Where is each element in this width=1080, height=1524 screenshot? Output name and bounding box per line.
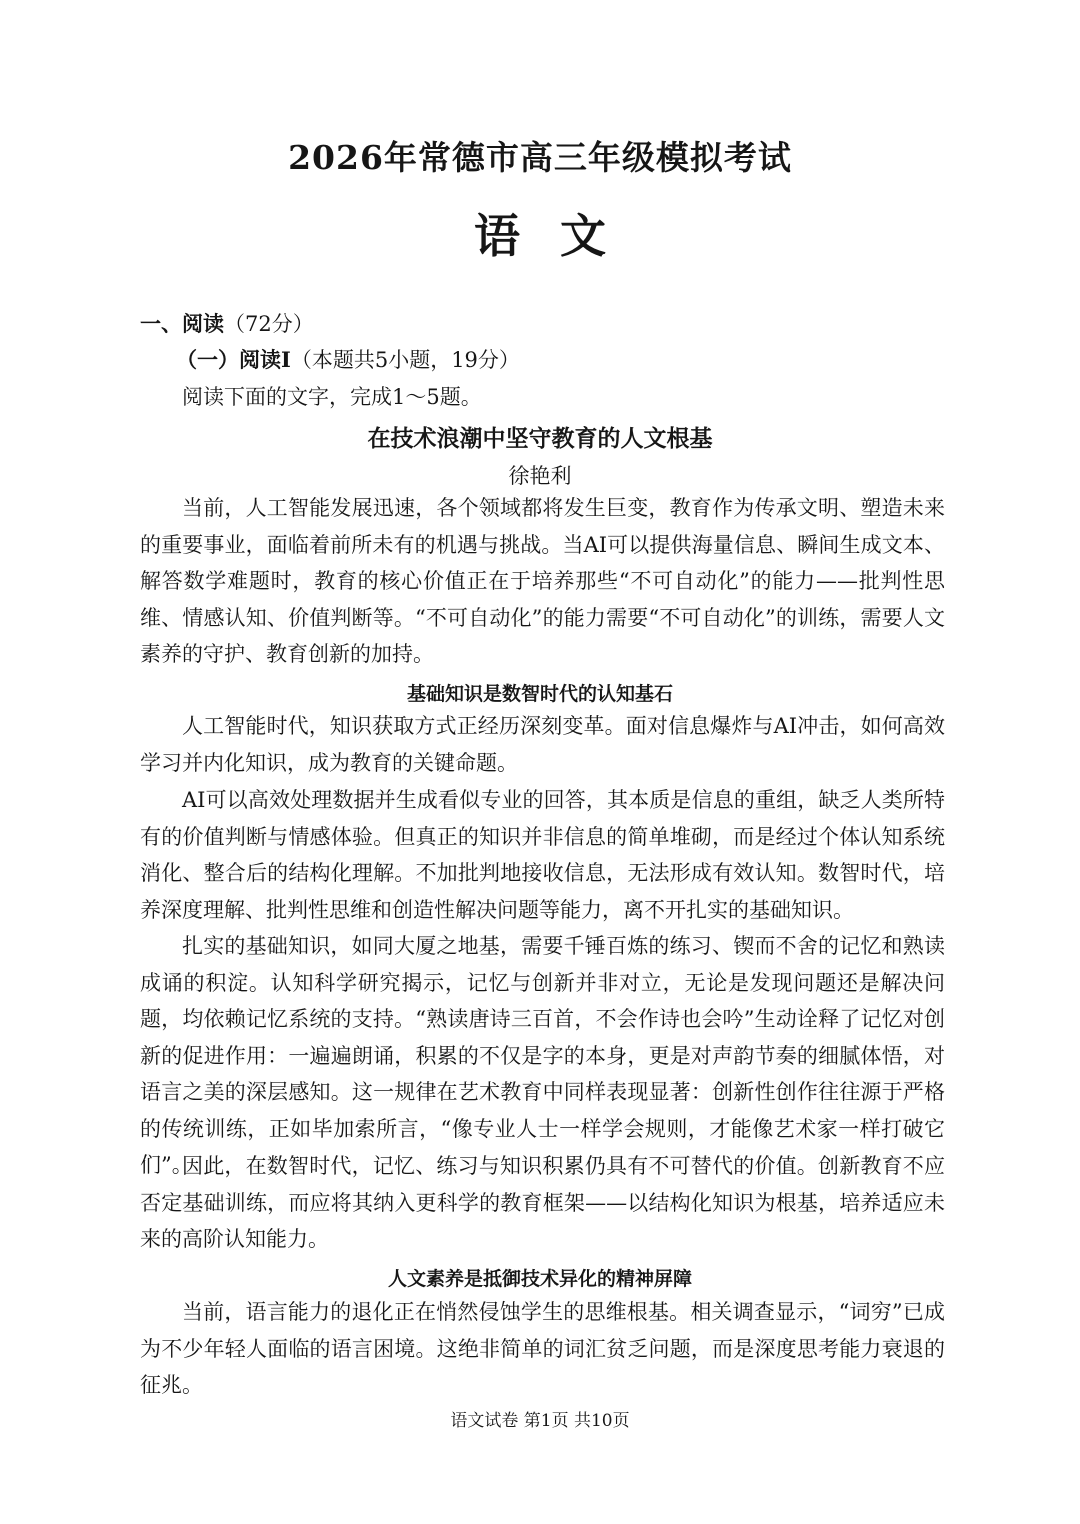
section-heading bbox=[140, 308, 314, 338]
paragraph-5: 当前，语言能力的退化正在悄然侵蚀学生的思维根基。相关调查显示，“词穷”已成为不少年轻人面临的语言困境。这绝非简单的词汇贫乏问题，而是深度思考能力衰退的征兆。 bbox=[140, 1300, 945, 1397]
article-intro-paragraph: 当前，人工智能发展迅速，各个领域都将发生巨变，教育作为传承文明、塑造未来的重要事业，面临着前所未有的机遇与挑战。当AI可以提供海量信息、瞬间生成文本、解答数学难题时，教育的核心价值正在于培养那些“不可自动化”的能力——批判性思维、情感认知、价值判断等。“不可自动化”的能力需要“不可自动化”的训练，需要人文素养的守护、教育创新的加持。 bbox=[140, 496, 945, 666]
section-heading-label: 一、阅读 bbox=[140, 311, 224, 336]
subject-title: 语文 bbox=[474, 209, 646, 263]
paragraph-2: AI可以高效处理数据并生成看似专业的回答，其本质是信息的重组，缺乏人类所特有的价值判断与情感体验。但真正的知识并非信息的简单堆砌，而是经过个体认知系统消化、整合后的结构化理解。不加批判地接收信息，无法形成有效认知。数智时代，培养深度理解、批判性思维和创造性解决问题等能力，离不开扎实的基础知识。 bbox=[140, 788, 945, 922]
paragraph-3: 扎实的基础知识，如同大厦之地基，需要千锤百炼的练习、锲而不舍的记忆和熟读成诵的积淀。认知科学研究揭示，记忆与创新并非对立，无论是发现问题还是解决问题，均依赖记忆系统的支持。“熟读唐诗三百首，不会作诗也会吟”生动诠释了记忆对创新的促进作用：一遍遍朗诵，积累的不仅是字的本身，更是对声韵节奏的细腻体悟，对语言之美的深层感知。这一规律在艺术教育中同样表现显著：创新性创作往往源于严格的传统训练，正如毕加索所言，“像专业人士一样学会规则，才能像艺术家一样打破它们”。 bbox=[140, 934, 945, 1177]
page-footer: 语文试卷 第1页 共10页 bbox=[450, 1411, 630, 1431]
part-label: （一）阅读Ⅰ bbox=[176, 347, 291, 372]
paragraph-4: 因此，在数智时代，记忆、练习与知识积累仍具有不可替代的价值。创新教育不应否定基础训练，而应将其纳入更科学的教育框架——以结构化知识为根基，培养适应未来的高阶认知能力。 bbox=[140, 1154, 945, 1251]
reading-instruction: 阅读下面的文字，完成1～5题。 bbox=[182, 385, 482, 409]
article-title: 在技术浪潮中坚守教育的人文根基 bbox=[367, 425, 713, 452]
section-heading-score: （72分） bbox=[224, 312, 314, 336]
part-heading bbox=[176, 344, 520, 374]
article-subheading-2: 人文素养是抵御技术异化的精神屏障 bbox=[387, 1268, 692, 1290]
article-subheading-1: 基础知识是数智时代的认知基石 bbox=[406, 683, 673, 705]
article-author: 徐艳利 bbox=[508, 464, 572, 488]
exam-title: 2026年常德市高三年级模拟考试 bbox=[288, 138, 792, 177]
part-info: （本题共5小题，19分） bbox=[290, 348, 520, 372]
paragraph-1: 人工智能时代，知识获取方式正经历深刻变革。面对信息爆炸与AI冲击，如何高效学习并内化知识，成为教育的关键命题。 bbox=[140, 714, 945, 775]
